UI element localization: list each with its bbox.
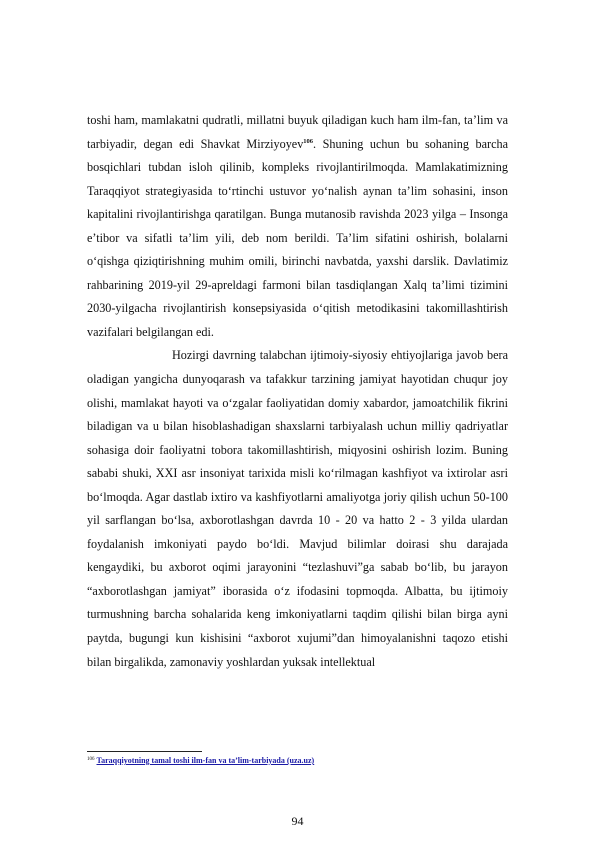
footnote — [87, 755, 508, 766]
paragraph-1-start: toshi ham, mamlakatni qudratli, millatni buyuk qiladigan kuch ham ilm-fan, ta’lim va tarbiyadir, degan edi Shavkat Mirziyoyev — [87, 113, 508, 151]
paragraph-1 — [87, 109, 508, 344]
paragraph-2: Hozirgi davrning talabchan ijtimoiy-siyosiy ehtiyojlariga javob bera oladigan yangicha dunyoqarash va tafakkur tarzining jamiyat hayotidan chuqur joy olishi, mamlakat hayoti va o‘zgalar faoliyatidan domiy xabardor, jamoatchilik fikrini biladigan va u bilan hisoblashadigan shaxslarni tarbiyalash uchun milliy qadriyatlar sohasiga doir faoliyatni tobora takomillashtirish, miqyosini oshirish lozim. Buning sababi shuki, XXI asr insoniyat tarixida misli ko‘rilmagan kashfiyot va ixtirolar asri bo‘lmoqda. Agar dastlab ixtiro va kashfiyotlarni amaliyotga joriy qilish uchun 50-100 yil sarflangan bo‘lsa, axborotlashgan davrda 10 - 20 va hatto 2 - 3 yilda ulardan foydalanish imkoniyati paydo bo‘ldi. Mavjud bilimlar doirasi shu darajada kengaydiki, bu axborot oqimi jarayonini “tezlashuvi”ga sabab bo‘lib, bu jarayon “axborotlashgan jamiyat” iborasida o‘z ifodasini topmoqda. Albatta, bu ijtimoiy turmushning barcha sohalarida keng imkoniyatlarni taqdim qilishi bilan birga ayni paytda, bugungi kun kishisini “axborot xujumi”dan himoyalanishni taqozo etishi bilan birgalikda, zamonaviy yoshlardan yuksak intellektual — [87, 348, 508, 669]
page-number: 94 — [291, 814, 304, 828]
paragraph-1-rest: . Shuning uchun bu sohaning barcha bosqichlari tubdan isloh qilinib, kompleks rivojlantirilmoqda. Mamlakatimizning Taraqqiyot strategiyasida to‘rtinchi ustuvor yo‘nalish aynan ta’lim sohasini, inson kapitalini rivojlantirishga qaratilgan. Bunga mutanosib ravishda 2023 yilga – Insonga e’tibor va sifatli ta’lim yili, deb nom berildi. Ta’lim sifatini oshirish, bolalarni o‘qishga qiziqtirishning muhim omili, birinchi navbatda, yaxshi darslik. Davlatimiz rahbarining 2019-yil 29-apreldagi farmoni bilan tasdiqlangan Xalq ta’limi tizimini 2030-yilgacha rivojlantirish konsepsiyasida o‘qitish metodikasini takomillashtirish vazifalari belgilangan edi. — [87, 136, 508, 339]
footnote-separator — [87, 751, 202, 752]
footnote-link[interactable]: Taraqqiyotning tamal toshi ilm-fan va ta’lim-tarbiyada (uza.uz) — [96, 756, 315, 765]
body-text — [87, 109, 508, 674]
footnote-reference[interactable]: 106 — [303, 137, 314, 145]
footnote-number: 106 — [87, 757, 95, 762]
